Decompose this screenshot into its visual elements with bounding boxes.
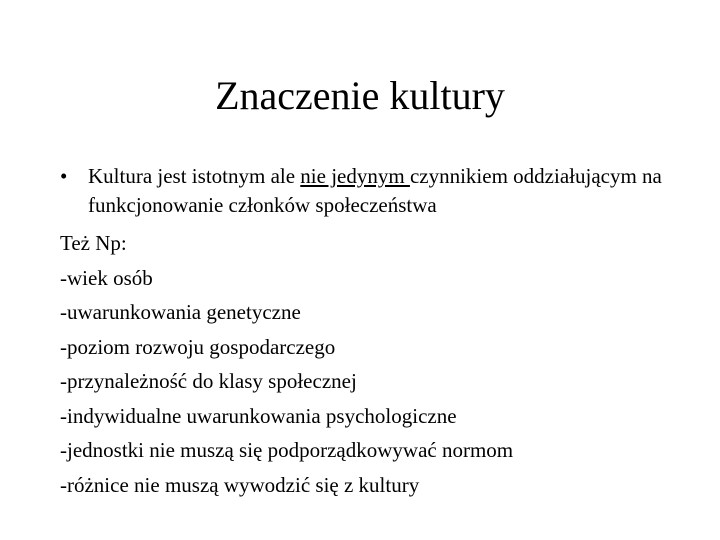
content-line: -uwarunkowania genetyczne xyxy=(60,300,301,324)
bullet-icon: • xyxy=(60,164,68,188)
bullet-item xyxy=(60,162,700,220)
bullet-text-start: Kultura jest istotnym ale xyxy=(88,164,301,188)
content-line: -różnice nie muszą wywodzić się z kultury xyxy=(60,472,420,497)
bullet-text-end: czynnikiem oddziałującym na funkcjonowanie członków społeczeństwa xyxy=(88,164,662,217)
content-line: -wiek osób xyxy=(60,265,153,290)
bullet-text-underlined: nie jedynym xyxy=(300,164,410,188)
content-line: -jednostki nie muszą się podporządkowywać normom xyxy=(60,438,514,462)
content-line: -indywidualne uwarunkowania psychologiczne xyxy=(60,403,457,428)
slide-content xyxy=(60,162,700,502)
content-line: -przynależność do klasy społecznej xyxy=(60,369,357,393)
content-line-intro: Też Np: xyxy=(60,231,127,255)
slide-title: Znaczenie kultury xyxy=(215,73,505,118)
content-line: -poziom rozwoju gospodarczego xyxy=(60,334,336,359)
